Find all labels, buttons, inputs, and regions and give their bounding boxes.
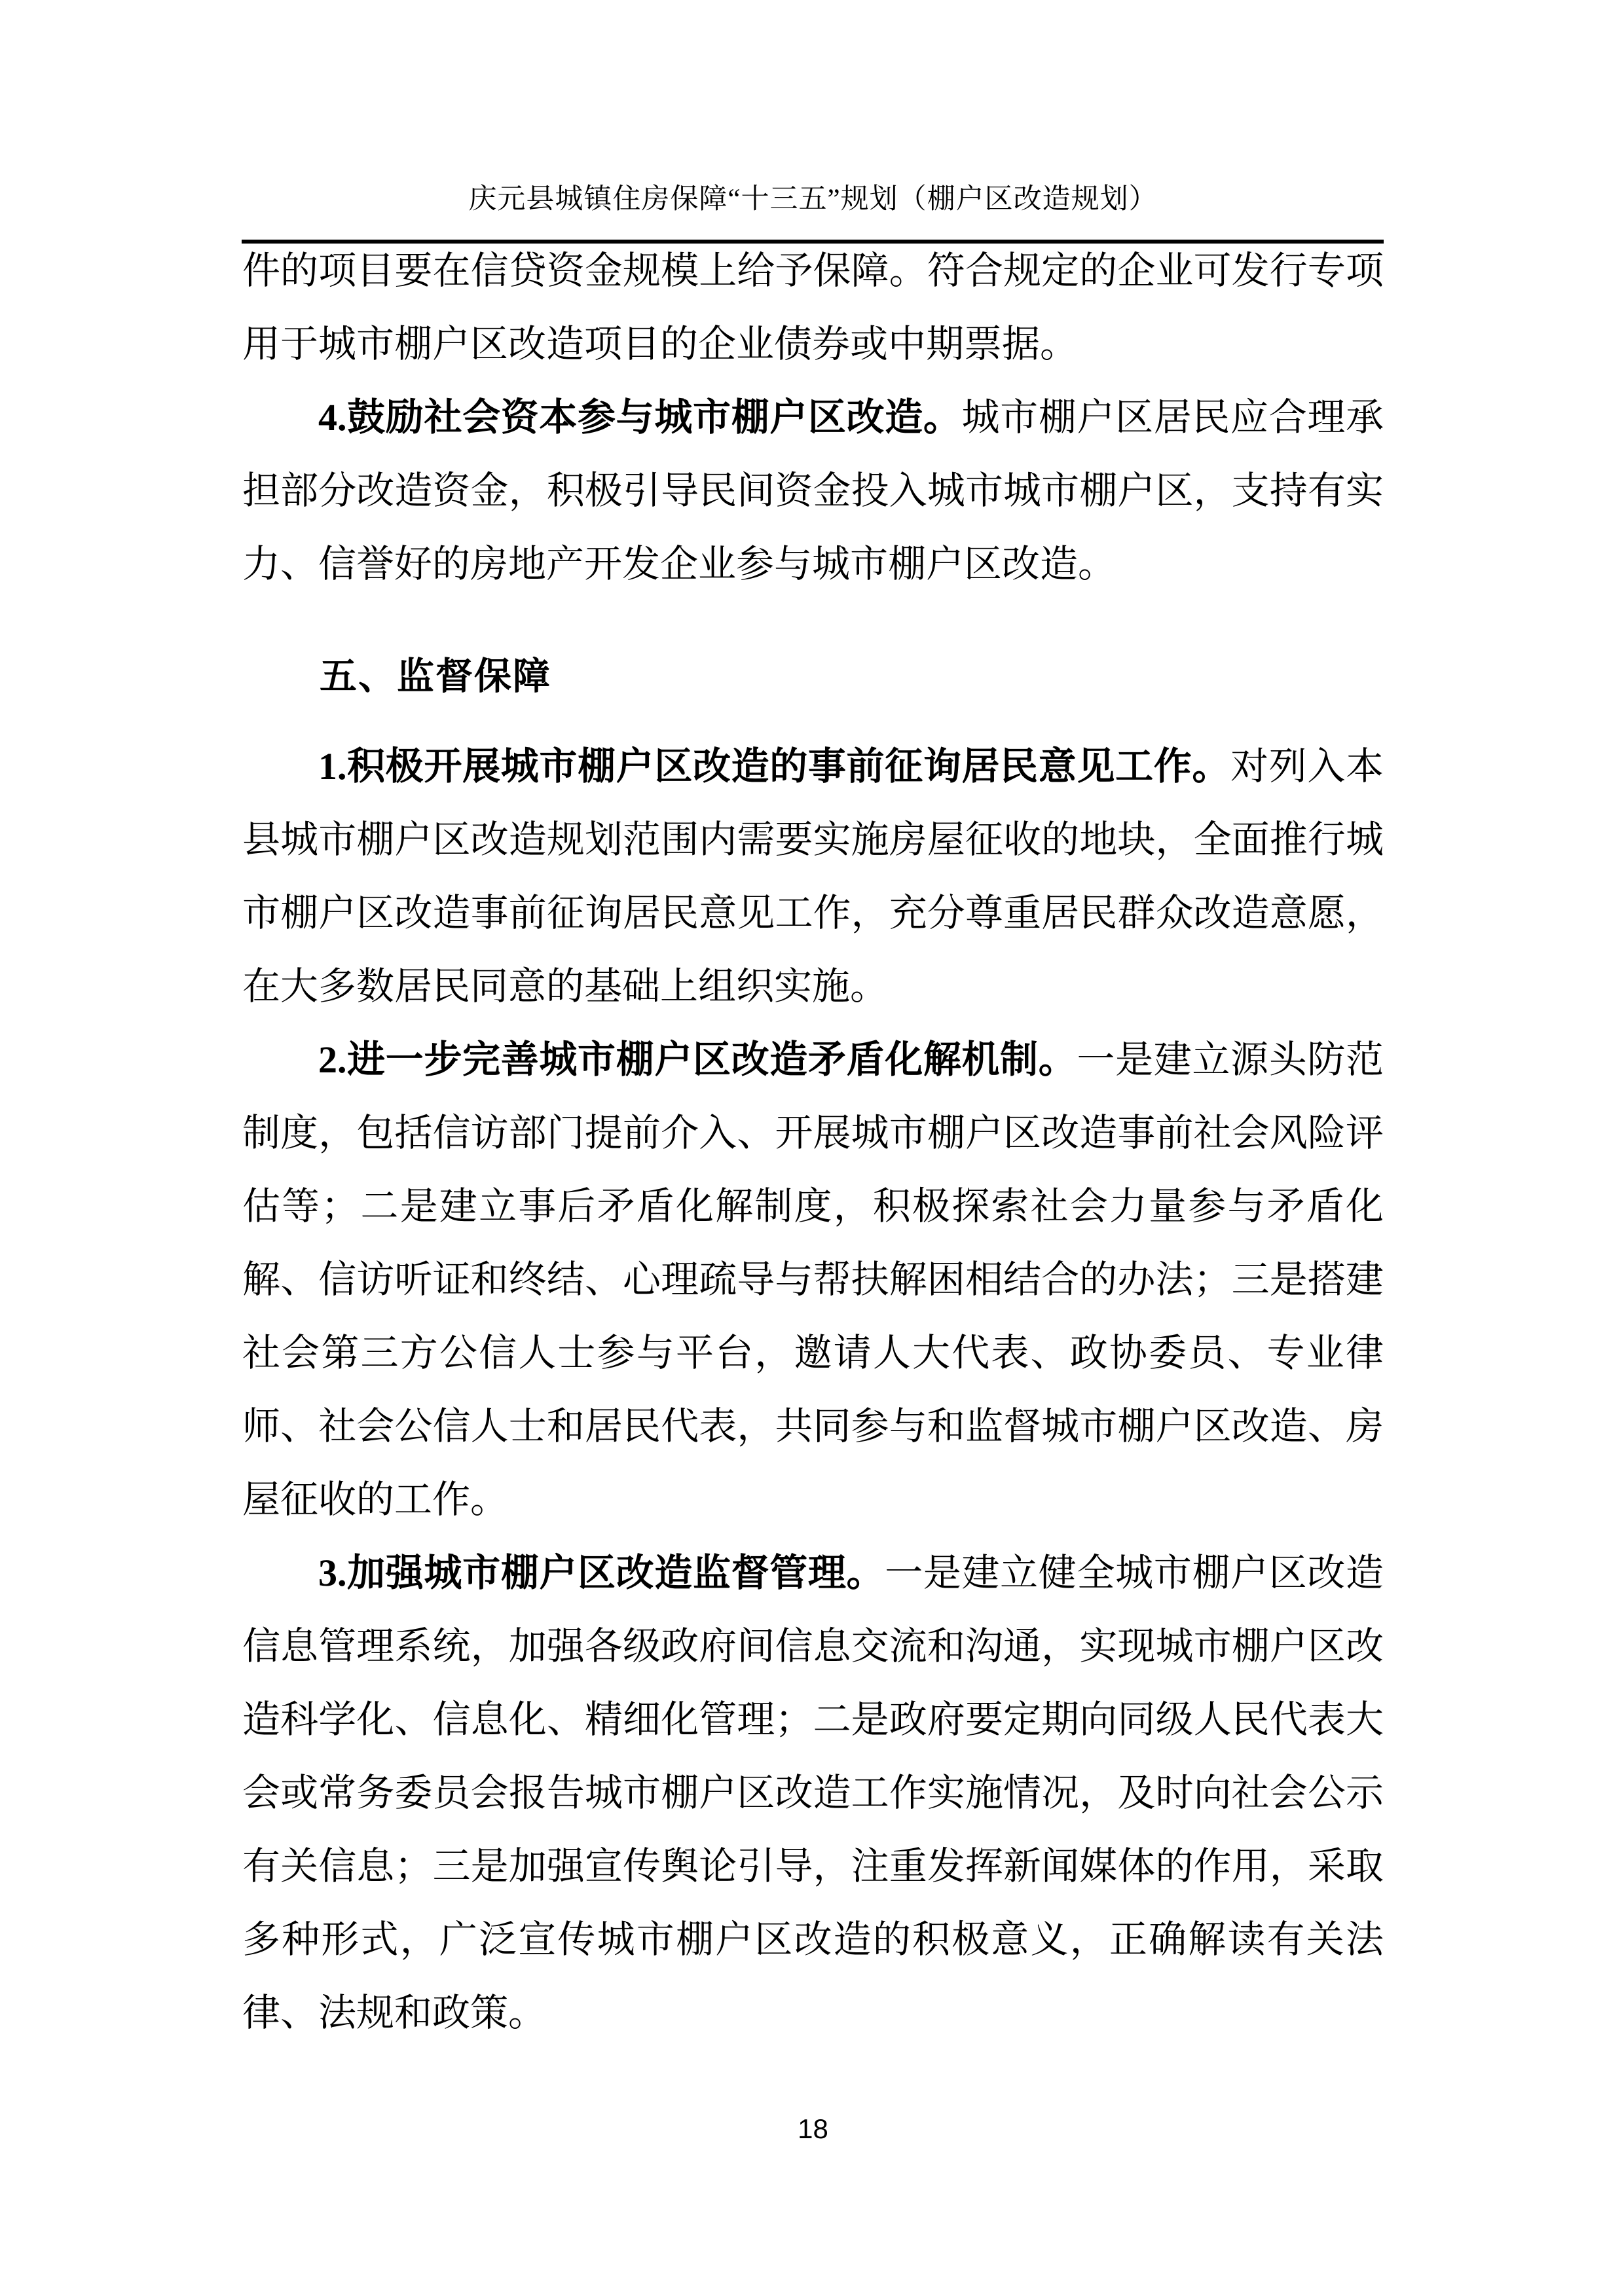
paragraph-text: 对列入本县城市棚户区改造规划范围内需要实施房屋征收的地块，全面推行城市棚户区改造事前征询居民意见工作，充分尊重居民群众改造意愿，在大多数居民同意的基础上组织实施。: [242, 745, 1384, 1008]
paragraph: [242, 1023, 1384, 1537]
paragraph-lead: 4.鼓励社会资本参与城市棚户区改造。: [318, 396, 962, 439]
page-number: 18: [798, 2113, 828, 2144]
paragraph-text: 件的项目要在信贷资金规模上给予保障。符合规定的企业可发行专项用于城市棚户区改造项目的企业债券或中期票据。: [242, 249, 1384, 365]
paragraph-text: 一是建立源头防范制度，包括信访部门提前介入、开展城市棚户区改造事前社会风险评估等；二是建立事后矛盾化解制度，积极探索社会力量参与矛盾化解、信访听证和终结、心理疏导与帮扶解困相结合的办法；三是搭建社会第三方公信人士参与平台，邀请人大代表、政协委员、专业律师、社会公信人士和居民代表，共同参与和监督城市棚户区改造、房屋征收的工作。: [242, 1038, 1384, 1521]
paragraph-lead: 2.进一步完善城市棚户区改造矛盾化解机制。: [318, 1038, 1077, 1081]
paragraph: [242, 730, 1384, 1023]
paragraph: [242, 381, 1384, 601]
paragraph-text: 城市棚户区居民应合理承担部分改造资金，积极引导民间资金投入城市城市棚户区，支持有实力、信誉好的房地产开发企业参与城市棚户区改造。: [242, 396, 1384, 585]
paragraph: [242, 234, 1384, 381]
document-body: [242, 234, 1384, 2050]
paragraph-lead: 1.积极开展城市棚户区改造的事前征询居民意见工作。: [318, 745, 1231, 788]
paragraph: [242, 1537, 1384, 2050]
page-header-title: 庆元县城镇住房保障“十三五”规划（棚户区改造规划）: [468, 184, 1158, 215]
paragraph-text: 一是建立健全城市棚户区改造信息管理系统，加强各级政府间信息交流和沟通，实现城市棚户区改造科学化、信息化、精细化管理；二是政府要定期向同级人民代表大会或常务委员会报告城市棚户区改造工作实施情况，及时向社会公示有关信息；三是加强宣传舆论引导，注重发挥新闻媒体的作用，采取多种形式，广泛宣传城市棚户区改造的积极意义，正确解读有关法律、法规和政策。: [242, 1552, 1384, 2034]
paragraph-lead: 3.加强城市棚户区改造监督管理。: [318, 1552, 885, 1594]
section-heading: 五、监督保障: [320, 655, 551, 697]
